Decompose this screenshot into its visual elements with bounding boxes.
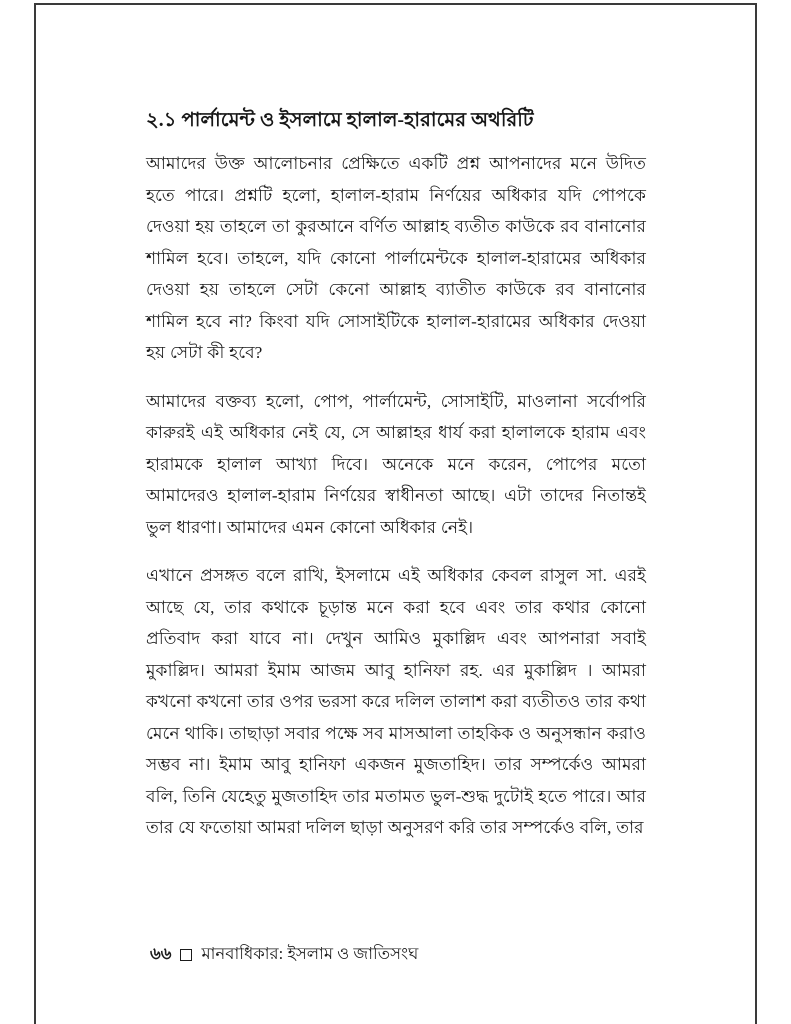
page-footer	[150, 942, 418, 966]
section-heading: ২.১ পার্লামেন্ট ও ইসলামে হালাল-হারামের অথরিটি	[146, 110, 534, 131]
page-content	[146, 108, 646, 844]
body-paragraph-1: আমাদের উক্ত আলোচনার প্রেক্ষিতে একটি প্রশ্ন আপনাদের মনে উদিত হতে পারে। প্রশ্নটি হলো, হালাল-হারাম নির্ণয়ের অধিকার যদি পোপকে দেওয়া হয় তাহলে তা কুরআনে বর্ণিত আল্লাহ ব্যতীত কাউকে রব বানানোর শামিল হবে। তাহলে, যদি কোনো পার্লামেন্টকে হালাল-হারামের অধিকার দেওয়া হয় তাহলে সেটা কেনো আল্লাহ ব্যাতীত কাউকে রব বানানোর শামিল হবে না? কিংবা যদি সোসাইটিকে হালাল-হারামের অধিকার দেওয়া হয় সেটা কী হবে?	[146, 154, 646, 363]
square-bullet-icon	[180, 949, 192, 961]
body-paragraph-3: এখানে প্রসঙ্গত বলে রাখি, ইসলামে এই অধিকার কেবল রাসুল সা. এরই আছে যে, তার কথাকে চূড়ান্ত মনে করা হবে এবং তার কথার কোনো প্রতিবাদ করা যাবে না। দেখুন আমিও মুকাল্লিদ এবং আপনারা সবাই মুকাল্লিদ। আমরা ইমাম আজম আবু হানিফা রহ. এর মুকাল্লিদ । আমরা কখনো কখনো তার ওপর ভরসা করে দলিল তালাশ করা ব্যতীতও তার কথা মেনে থাকি। তাছাড়া সবার পক্ষে সব মাসআলা তাহকিক ও অনুসন্ধান করাও সম্ভব না। ইমাম আবু হানিফা একজন মুজতাহিদ। তার সম্পর্কেও আমরা বলি, তিনি যেহেতু মুজতাহিদ তার মতামত ভুল-শুদ্ধ দুটোই হতে পারে। আর তার যে ফতোয়া আমরা দলিল ছাড়া অনুসরণ করি তার সম্পর্কেও বলি, তার	[146, 566, 646, 838]
footer-book-title: মানবাধিকার: ইসলাম ও জাতিসংঘ	[201, 944, 419, 963]
page-number: ৬৬	[150, 944, 172, 963]
body-paragraph-2: আমাদের বক্তব্য হলো, পোপ, পার্লামেন্ট, সোসাইটি, মাওলানা সর্বোপরি কারুরই এই অধিকার নেই যে, সে আল্লাহর ধার্য করা হালালকে হারাম এবং হারামকে হালাল আখ্যা দিবে। অনেকে মনে করেন, পোপের মতো আমাদেরও হালাল-হারাম নির্ণয়ের স্বাধীনতা আছে। এটা তাদের নিতান্তই ভুল ধারণা। আমাদের এমন কোনো অধিকার নেই।	[146, 391, 646, 537]
